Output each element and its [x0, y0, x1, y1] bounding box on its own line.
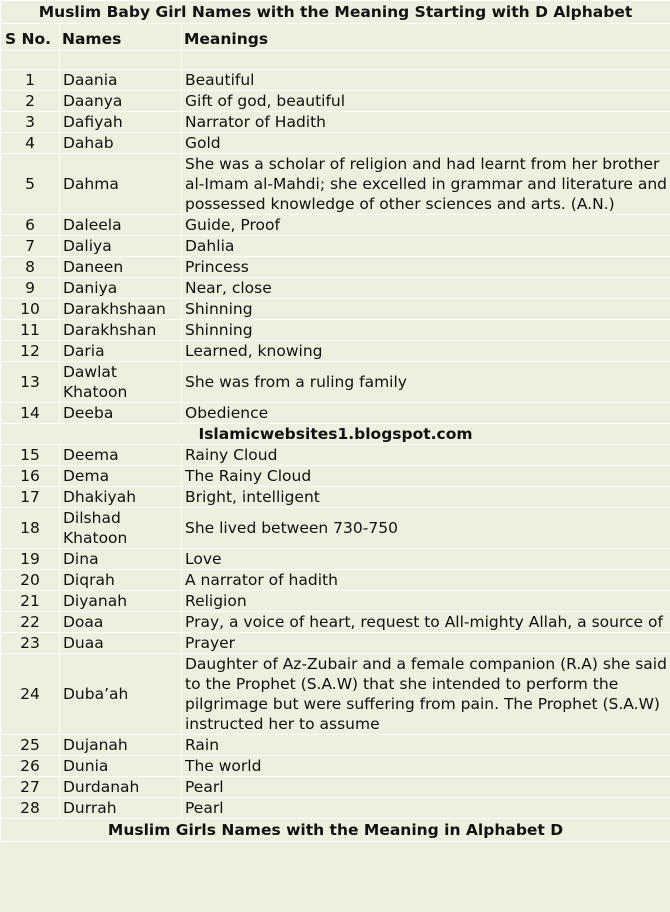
row-number: 1 — [1, 70, 60, 91]
row-meaning: She was from a ruling family — [182, 362, 670, 403]
row-number: 18 — [1, 508, 60, 549]
row-number: 13 — [1, 362, 60, 403]
table-row — [1, 403, 670, 424]
row-name: Duba’ah — [60, 654, 182, 735]
table-body-first — [1, 70, 670, 424]
row-name: Dahma — [60, 154, 182, 215]
row-name: Daanya — [60, 91, 182, 112]
table-row — [1, 133, 670, 154]
table-row — [1, 756, 670, 777]
table-row — [1, 487, 670, 508]
row-number: 14 — [1, 403, 60, 424]
table-row — [1, 320, 670, 341]
table-row — [1, 735, 670, 756]
row-meaning: Learned, knowing — [182, 341, 670, 362]
table-row — [1, 236, 670, 257]
row-meaning: Pearl — [182, 798, 670, 819]
row-meaning: A narrator of hadith — [182, 570, 670, 591]
row-number: 11 — [1, 320, 60, 341]
row-meaning: Obedience — [182, 403, 670, 424]
row-number: 23 — [1, 633, 60, 654]
row-name: Daneen — [60, 257, 182, 278]
row-name: Dema — [60, 466, 182, 487]
table-row — [1, 112, 670, 133]
row-meaning: Beautiful — [182, 70, 670, 91]
row-number: 17 — [1, 487, 60, 508]
row-name: Daleela — [60, 215, 182, 236]
table-body-second — [1, 445, 670, 819]
column-header-sno: S No. — [1, 24, 60, 51]
row-name: Diqrah — [60, 570, 182, 591]
table-row — [1, 570, 670, 591]
row-number: 22 — [1, 612, 60, 633]
row-meaning: Gift of god, beautiful — [182, 91, 670, 112]
table-row — [1, 549, 670, 570]
row-number: 12 — [1, 341, 60, 362]
table-row — [1, 362, 670, 403]
table-row — [1, 798, 670, 819]
row-number: 7 — [1, 236, 60, 257]
table-row — [1, 633, 670, 654]
row-number: 3 — [1, 112, 60, 133]
row-meaning: Pray, a voice of heart, request to All-mighty Allah, a source of — [182, 612, 670, 633]
row-name: Darakhshan — [60, 320, 182, 341]
table-row — [1, 445, 670, 466]
row-meaning: Religion — [182, 591, 670, 612]
row-name: Doaa — [60, 612, 182, 633]
row-name: Diyanah — [60, 591, 182, 612]
table-row — [1, 777, 670, 798]
row-meaning: Daughter of Az-Zubair and a female companion (R.A) she said to the Prophet (S.A.W) that she intended to perform the pilgrimage but were suffering from pain. The Prophet (S.A.W) instructed her to assume — [182, 654, 670, 735]
table-row — [1, 341, 670, 362]
row-meaning: Narrator of Hadith — [182, 112, 670, 133]
row-number: 24 — [1, 654, 60, 735]
row-number: 8 — [1, 257, 60, 278]
table-row — [1, 70, 670, 91]
row-meaning: Shinning — [182, 320, 670, 341]
row-meaning: Near, close — [182, 278, 670, 299]
row-number: 2 — [1, 91, 60, 112]
row-name: Daania — [60, 70, 182, 91]
row-name: Daniya — [60, 278, 182, 299]
table-row — [1, 591, 670, 612]
row-name: Dina — [60, 549, 182, 570]
column-header-meanings: Meanings — [182, 24, 670, 51]
row-number: 10 — [1, 299, 60, 320]
row-number: 26 — [1, 756, 60, 777]
row-number: 9 — [1, 278, 60, 299]
row-meaning: The world — [182, 756, 670, 777]
table-row — [1, 612, 670, 633]
row-number: 5 — [1, 154, 60, 215]
row-name: Deema — [60, 445, 182, 466]
row-name: Dahab — [60, 133, 182, 154]
table-row — [1, 466, 670, 487]
row-meaning: Rain — [182, 735, 670, 756]
row-number: 19 — [1, 549, 60, 570]
row-name: Dilshad Khatoon — [60, 508, 182, 549]
row-meaning: Pearl — [182, 777, 670, 798]
row-meaning: The Rainy Cloud — [182, 466, 670, 487]
row-name: Dhakiyah — [60, 487, 182, 508]
row-number: 20 — [1, 570, 60, 591]
row-name: Darakhshaan — [60, 299, 182, 320]
table-row — [1, 299, 670, 320]
row-name: Daria — [60, 341, 182, 362]
row-name: Durdanah — [60, 777, 182, 798]
footer-title: Muslim Girls Names with the Meaning in Alphabet D — [1, 819, 670, 842]
table-row — [1, 654, 670, 735]
spacer-row — [1, 51, 670, 70]
row-meaning: Dahlia — [182, 236, 670, 257]
table-row — [1, 278, 670, 299]
row-number: 28 — [1, 798, 60, 819]
row-meaning: Bright, intelligent — [182, 487, 670, 508]
table-row — [1, 257, 670, 278]
table-row — [1, 154, 670, 215]
column-header-row — [1, 24, 670, 51]
row-meaning: She was a scholar of religion and had learnt from her brother al-Imam al-Mahdi; she excelled in grammar and literature and possessed knowledge of other sciences and arts. (A.N.) — [182, 154, 670, 215]
row-name: Dafiyah — [60, 112, 182, 133]
column-header-names: Names — [60, 24, 182, 51]
row-name: Durrah — [60, 798, 182, 819]
row-meaning: Rainy Cloud — [182, 445, 670, 466]
row-name: Dunia — [60, 756, 182, 777]
row-name: Duaa — [60, 633, 182, 654]
row-meaning: Prayer — [182, 633, 670, 654]
row-meaning: Love — [182, 549, 670, 570]
row-number: 6 — [1, 215, 60, 236]
row-meaning: She lived between 730-750 — [182, 508, 670, 549]
row-meaning: Shinning — [182, 299, 670, 320]
row-name: Dawlat Khatoon — [60, 362, 182, 403]
row-number: 21 — [1, 591, 60, 612]
row-number: 27 — [1, 777, 60, 798]
row-name: Dujanah — [60, 735, 182, 756]
table-row — [1, 508, 670, 549]
watermark-text: Islamicwebsites1.blogspot.com — [1, 424, 670, 445]
row-meaning: Guide, Proof — [182, 215, 670, 236]
row-meaning: Princess — [182, 257, 670, 278]
table-row — [1, 215, 670, 236]
row-meaning: Gold — [182, 133, 670, 154]
row-name: Deeba — [60, 403, 182, 424]
row-number: 16 — [1, 466, 60, 487]
row-number: 15 — [1, 445, 60, 466]
row-name: Daliya — [60, 236, 182, 257]
row-number: 4 — [1, 133, 60, 154]
page-title: Muslim Baby Girl Names with the Meaning Starting with D Alphabet — [1, 1, 670, 24]
table-row — [1, 91, 670, 112]
row-number: 25 — [1, 735, 60, 756]
